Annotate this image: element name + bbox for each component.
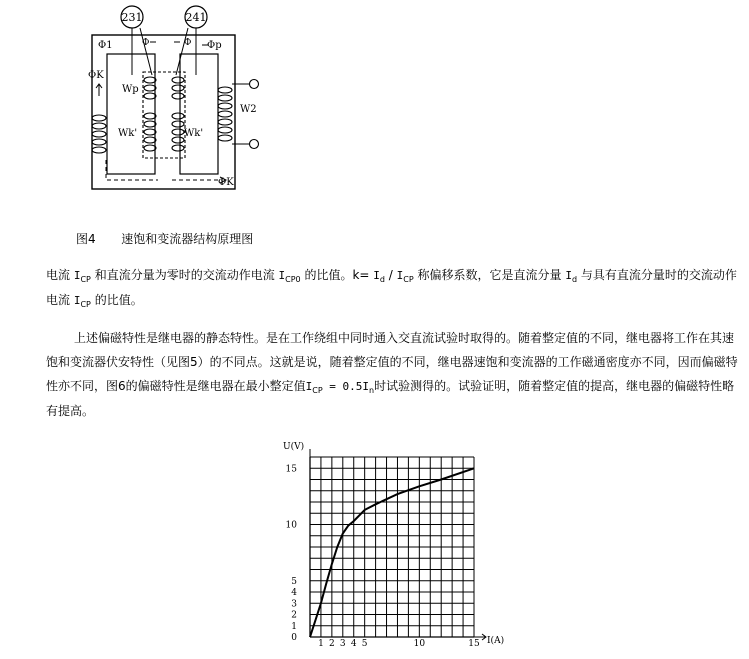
- p2-text-1: 上述偏磁特性是继电器的静态特性。是在工作绕组中同时通入交直流试验时取得的。随着整定值的不同，继电器将工作在其速饱和变流器伏安特性（见图5）的不同点。这就是说，随着整定值的不同，继电器速饱和变流器的工作磁通密度亦不同，因而偏磁特性亦不同，图6的偏磁特性是继电器在最小整定值: [46, 331, 738, 393]
- y-tick-label: 4: [291, 588, 297, 598]
- wp-label: Wp: [122, 84, 139, 95]
- p2-icp-sub: CP: [312, 386, 323, 395]
- chart-grid: [310, 449, 486, 640]
- y-axis-label: U(V): [283, 442, 305, 452]
- x-tick-label: 5: [361, 639, 368, 649]
- origin-label: 0: [291, 633, 297, 643]
- p1-text-8: 的比值。: [90, 293, 143, 307]
- p2-icp: I: [305, 380, 313, 393]
- figure4-title: 速饱和变流器结构原理图: [121, 232, 254, 246]
- p1-icp: I: [73, 269, 81, 282]
- bias-characteristic-chart: [280, 440, 520, 655]
- p1-text-6: 与具有直流分量时的交流动作: [577, 268, 737, 282]
- x-axis-label: I(A): [487, 636, 505, 646]
- y-tick-label: 1: [291, 621, 297, 632]
- right-window: [180, 54, 218, 174]
- y-tick-label: 2: [291, 610, 297, 621]
- left-window: [107, 54, 155, 174]
- wk-right-label: Wk': [184, 128, 204, 139]
- y-tick-label: 5: [291, 576, 297, 587]
- phik-left-label: ΦK: [88, 70, 104, 81]
- y-tick-label: 10: [285, 520, 297, 531]
- phik-bottom-label: ΦK: [218, 177, 234, 188]
- data-curve: [310, 468, 474, 637]
- p1-text-5: 称偏移系数，它是直流分量: [413, 268, 566, 282]
- p1-text-1: 电流: [46, 268, 74, 282]
- x-tick-label: 2: [328, 639, 335, 649]
- outer-core: [92, 35, 235, 189]
- left-coil: [92, 115, 106, 153]
- p1-id: I: [373, 269, 380, 282]
- p1-icp0-sub: CP0: [285, 275, 301, 284]
- x-tick-label: 15: [468, 639, 480, 649]
- p2-equation: = 0.5I: [322, 380, 370, 393]
- y-tick-label: 15: [285, 464, 297, 475]
- x-tick-label: 3: [339, 639, 346, 649]
- y-tick-label: 3: [291, 599, 297, 610]
- x-tick-label: 10: [413, 639, 426, 649]
- wk-left-label: Wk': [118, 128, 138, 139]
- flux-path: [106, 160, 222, 180]
- p1-icp-sub: CP: [80, 275, 91, 284]
- x-tick-label: 4: [350, 639, 357, 649]
- p1-text-2: 和直流分量为零时的交流动作电流: [90, 268, 279, 282]
- center-coils: [143, 72, 185, 158]
- figure4-diagram: [80, 0, 280, 200]
- p2-n-sub: n: [369, 386, 375, 395]
- p1-id-2-sub: d: [571, 275, 578, 284]
- p1-id-2: I: [565, 269, 572, 282]
- p1-text-7: 电流: [46, 293, 74, 307]
- paragraph-2: [46, 326, 740, 423]
- p2-text-2: 时试验测得的。试验证明，随着整定值的提高，继电器的偏磁特性略有提高。: [46, 379, 735, 418]
- x-tick-label: 1: [318, 639, 324, 649]
- meter-241-label: 241: [185, 11, 207, 24]
- p1-icp0: I: [278, 269, 286, 282]
- phi-small-2: Φ: [184, 38, 192, 48]
- p1-text-4: /: [384, 268, 397, 282]
- paragraph-1: [46, 263, 746, 313]
- figure4-number: 图4: [76, 232, 96, 246]
- meter-231-label: 231: [121, 11, 143, 24]
- phi1-label: Φ1: [98, 40, 113, 51]
- phi-small-1: Φ: [142, 38, 150, 48]
- p1-icp-2-sub: CP: [403, 275, 414, 284]
- p1-icp-3: I: [73, 294, 81, 307]
- p1-icp-3-sub: CP: [80, 300, 91, 309]
- w2-label: W2: [240, 104, 257, 115]
- p1-id-sub: d: [379, 275, 385, 284]
- p1-icp-2: I: [396, 269, 404, 282]
- p1-text-3: 的比值。k=: [300, 268, 374, 282]
- phip-label: Φp: [207, 40, 222, 51]
- figure4-caption: [76, 230, 253, 247]
